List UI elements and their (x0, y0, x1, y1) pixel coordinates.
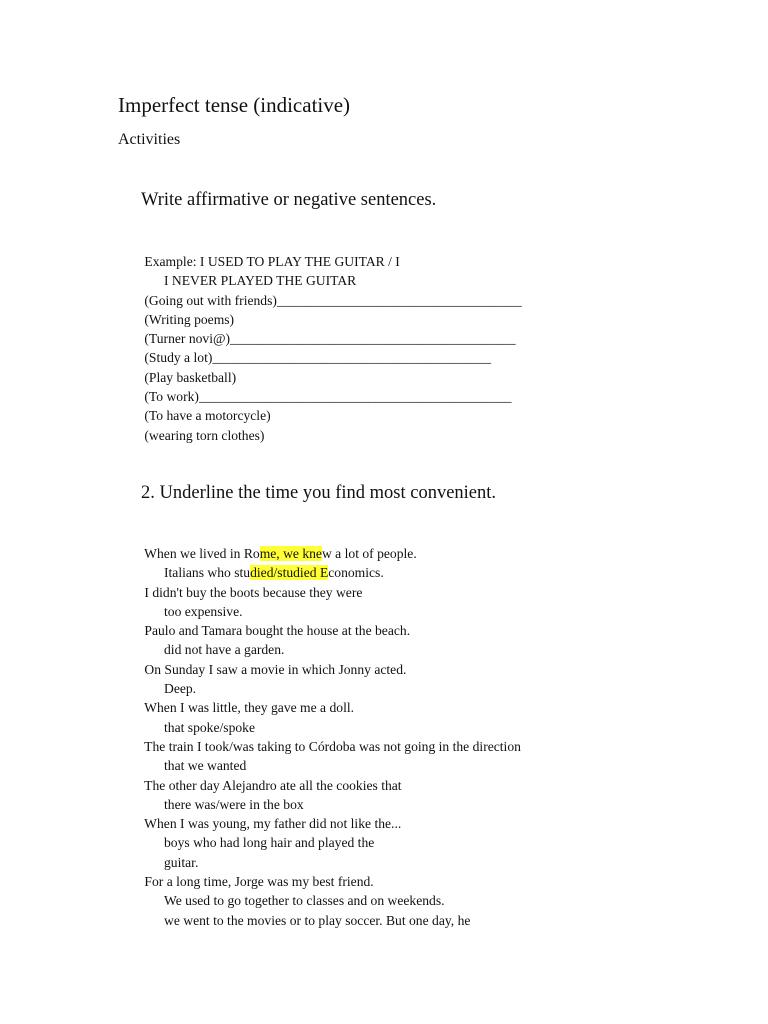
list-item-continuation: We used to go together to classes and on weekends. (164, 893, 445, 909)
list-item: On Sunday I saw a movie in which Jonny acted. (144, 661, 407, 677)
highlighted-text: died/studied E (250, 565, 329, 581)
exercise-2-list (141, 544, 521, 930)
list-item: When we lived in Rome, we knew a lot of people. (144, 546, 417, 561)
list-item-continuation: that we wanted (164, 758, 247, 774)
exercise-2-heading: 2. Underline the time you find most convenient. (141, 483, 497, 503)
list-item-continuation: there was/were in the box (164, 796, 304, 812)
list-item-continuation: did not have a garden. (164, 642, 285, 658)
list-item: (Play basketball) (144, 369, 237, 385)
list-item: I didn't buy the boots because they were (144, 584, 363, 600)
list-item: (To have a motorcycle) (144, 408, 271, 424)
list-item: Paulo and Tamara bought the house at the beach. (144, 623, 411, 639)
list-item: (Going out with friends)____________________________________ (144, 292, 522, 308)
list-item-continuation: I NEVER PLAYED THE GUITAR (164, 273, 357, 289)
highlighted-text: me, we kne (259, 546, 322, 561)
page-subtitle: Activities (118, 131, 181, 148)
list-item: When I was young, my father did not like the... (144, 816, 402, 832)
list-item-continuation: we went to the movies or to play soccer. But one day, he (164, 912, 471, 928)
list-item: When I was little, they gave me a doll. (144, 700, 355, 716)
list-item-continuation: too expensive. (164, 603, 243, 619)
list-item: The train I took/was taking to Córdoba was not going in the direction (144, 738, 521, 754)
list-item: The other day Alejandro ate all the cookies that (144, 777, 402, 793)
list-item-continuation: Italians who studied/studied Economics. (164, 565, 384, 581)
list-item: (wearing torn clothes) (144, 427, 265, 443)
list-item-continuation: boys who had long hair and played the (164, 835, 375, 851)
list-item-continuation: guitar. (164, 854, 199, 870)
exercise-1-list (141, 252, 522, 445)
page-title: Imperfect tense (indicative) (118, 93, 351, 117)
list-item: (Writing poems) (144, 311, 235, 327)
list-item-continuation: Deep. (164, 681, 197, 697)
list-item: (Study a lot)_________________________________________ (144, 350, 492, 366)
list-item: (To work)______________________________________________ (144, 389, 512, 405)
list-item: (Turner novi@)__________________________________________ (144, 331, 516, 347)
exercise-1-heading: Write affirmative or negative sentences. (141, 190, 437, 210)
list-item: Example: I USED TO PLAY THE GUITAR / I (144, 254, 400, 269)
list-item: For a long time, Jorge was my best friend. (144, 874, 374, 890)
list-item-continuation: that spoke/spoke (164, 719, 255, 735)
